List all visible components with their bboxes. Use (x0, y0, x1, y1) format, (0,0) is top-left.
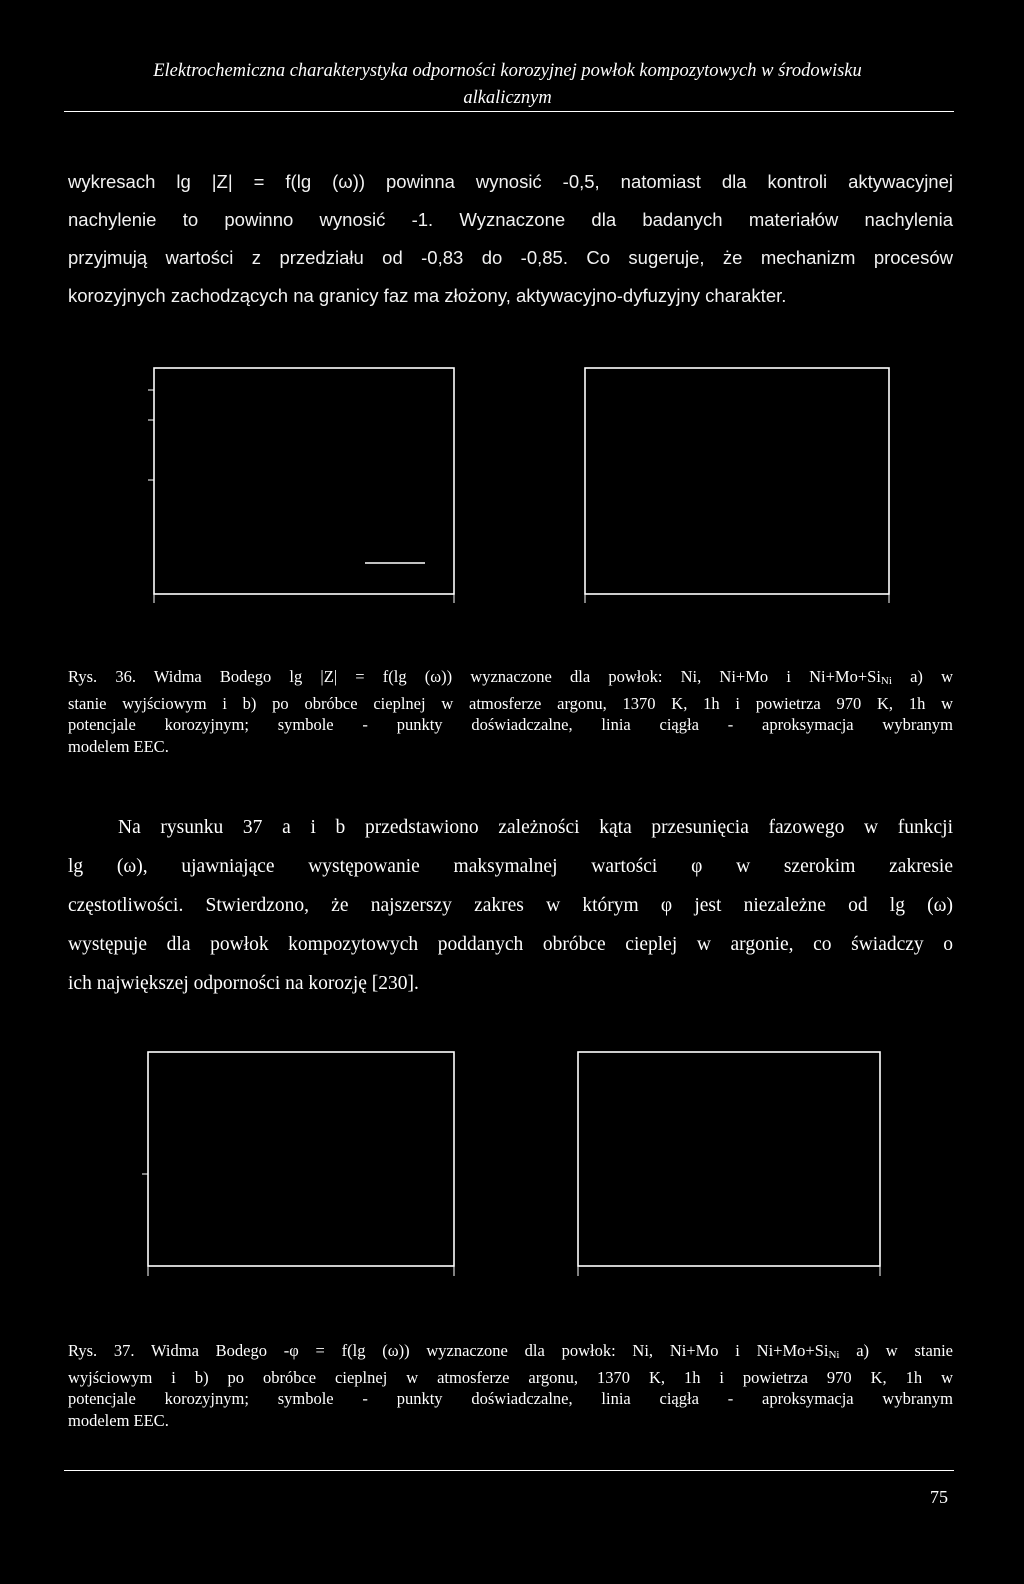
paragraph-1 (68, 163, 953, 315)
figure-37-caption (68, 1340, 953, 1431)
paragraph-1-line-4: korozyjnych zachodzących na granicy faz ma złożony, aktywacyjno-dyfuzyjny charakter. (68, 285, 787, 306)
figure-36-caption-line-4: modelem EEC. (68, 736, 169, 756)
figure-37-caption-line-3: potencjale korozyjnym; symbole - punkty doświadczalne, linia ciągła - aproksymacja wybranym (68, 1389, 953, 1408)
page-number: 75 (930, 1487, 948, 1507)
paragraph-2-line-2: lg (ω), ujawniające występowanie maksymalnej wartości φ w szerokim zakresie (68, 856, 953, 877)
figure-37-caption-line-2: wyjściowym i b) po obróbce cieplnej w atmosferze argonu, 1370 K, 1h i powietrza 970 K, 1h w (68, 1367, 953, 1387)
paragraph-2-line-4: występuje dla powłok kompozytowych poddanych obróbce cieplej w argonie, co świadczy o (68, 934, 953, 955)
figure-37-caption-line-1: Rys. 37. Widma Bodego -φ = f(lg (ω)) wyznaczone dla powłok: Ni, Ni+Mo i $Ni+Mo+Si_{Ni}$ a) w stanie (68, 1341, 953, 1361)
paragraph-2-line-1: Na rysunku 37 a i b przedstawiono zależności kąta przesunięcia fazowego w funkcji (118, 817, 953, 838)
paragraph-2-line-5: ich największej odporności na korozję [230]. (68, 973, 419, 994)
figure-36a-panel (140, 360, 465, 605)
running-header-line-2: alkalicznym (463, 88, 552, 108)
paragraph-1-line-1: wykresach lg |Z| = f(lg (ω)) powinna wynosić -0,5, natomiast dla kontroli aktywacyjnej (68, 171, 953, 192)
figure-36b-panel (575, 360, 905, 605)
figure-36-caption-line-1: Rys. 36. Widma Bodego lg |Z| = f(lg (ω)) wyznaczone dla powłok: Ni, Ni+Mo i $Ni+Mo+Si_{Ni}$ a) w (68, 667, 954, 687)
figure-37a-panel (138, 1044, 463, 1279)
figure-37-caption-line-4: modelem EEC. (68, 1410, 169, 1430)
running-header-line-1: Elektrochemiczna charakterystyka odporności korozyjnej powłok kompozytowych w środowisku (153, 61, 862, 81)
figure-36-caption-line-3: potencjale korozyjnym; symbole - punkty doświadczalne, linia ciągła - aproksymacja wybranym (68, 715, 953, 734)
paragraph-1-line-3: przyjmują wartości z przedziału od -0,83 do -0,85. Co sugeruje, że mechanizm procesów (68, 247, 953, 268)
header-rule (64, 111, 954, 112)
footer-rule (64, 1470, 954, 1471)
figure-37b-panel (570, 1044, 890, 1279)
figure-36-caption-line-2: stanie wyjściowym i b) po obróbce cieplnej w atmosferze argonu, 1370 K, 1h i powietrza 970 K, 1h w (68, 693, 953, 713)
paragraph-1-line-2: nachylenie to powinno wynosić -1. Wyznaczone dla badanych materiałów nachylenia (68, 209, 953, 230)
paragraph-2 (68, 808, 953, 1003)
paragraph-2-line-3: częstotliwości. Stwierdzono, że najszerszy zakres w którym φ jest niezależne od lg (ω) (68, 895, 953, 916)
figure-36-caption (68, 666, 953, 757)
running-header (60, 58, 955, 112)
